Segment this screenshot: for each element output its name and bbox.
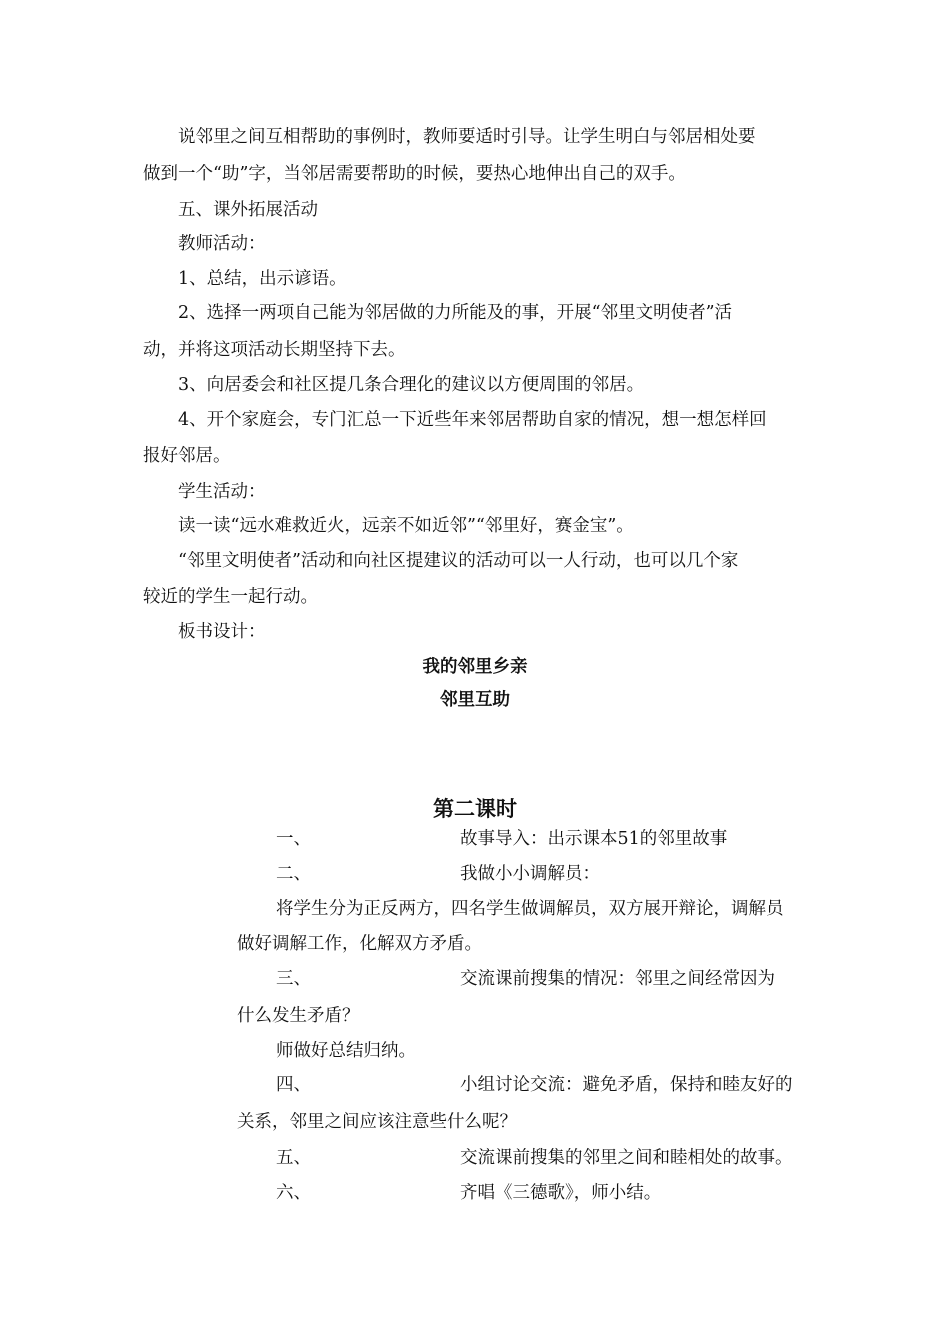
paragraph-line: 做到一个“助”字，当邻居需要帮助的时候，要热心地伸出自己的双手。 [143,164,686,184]
paragraph-line: 做好调解工作，化解双方矛盾。 [237,934,482,954]
lesson-heading: 第二课时 [433,797,517,821]
item-text: 交流课前搜集的邻里之间和睦相处的故事。 [460,1148,793,1168]
item-text: 我做小小调解员： [460,864,600,884]
list-item: 1、总结，出示谚语。 [178,269,347,289]
list-item: 2、选择一两项自己能为邻居做的力所能及的事，开展“邻里文明使者”活 [178,303,733,323]
board-subtitle: 邻里互助 [440,690,510,710]
item-number: 四、 [276,1075,311,1095]
paragraph-line: 什么发生矛盾？ [237,1006,360,1026]
item-text: 交流课前搜集的情况：邻里之间经常因为 [460,969,775,989]
board-title: 我的邻里乡亲 [422,657,528,677]
paragraph-line: 较近的学生一起行动。 [143,587,318,607]
item-number: 三、 [276,969,311,989]
paragraph-line: 报好邻居。 [143,446,231,466]
item-text: 小组讨论交流：避免矛盾，保持和睦友好的 [460,1075,793,1095]
paragraph-line: 说邻里之间互相帮助的事例时，教师要适时引导。让学生明白与邻居相处要 [178,127,756,147]
paragraph-line: 读一读“远水难救近火，远亲不如近邻”“邻里好，赛金宝”。 [178,516,634,536]
paragraph-line: 师做好总结归纳。 [276,1041,416,1061]
item-text: 故事导入：出示课本51的邻里故事 [460,829,728,849]
paragraph-line: 教师活动： [178,234,266,254]
list-item: 4、开个家庭会，专门汇总一下近些年来邻居帮助自家的情况，想一想怎样回 [178,410,767,430]
item-number: 一、 [276,829,311,849]
item-number: 六、 [276,1183,311,1203]
item-text: 齐唱《三德歌》，师小结。 [460,1183,662,1203]
paragraph-line: 将学生分为正反两方，四名学生做调解员，双方展开辩论，调解员 [276,899,784,919]
section-heading: 五、课外拓展活动 [178,200,318,220]
paragraph-line: 板书设计： [178,622,266,642]
item-number: 二、 [276,864,311,884]
paragraph-line: 关系，邻里之间应该注意些什么呢？ [237,1112,517,1132]
paragraph-line: 动，并将这项活动长期坚持下去。 [143,340,406,360]
paragraph-line: 学生活动： [178,482,266,502]
item-number: 五、 [276,1148,311,1168]
list-item: 3、向居委会和社区提几条合理化的建议以方便周围的邻居。 [178,375,645,395]
paragraph-line: “邻里文明使者”活动和向社区提建议的活动可以一人行动，也可以几个家 [178,551,739,571]
